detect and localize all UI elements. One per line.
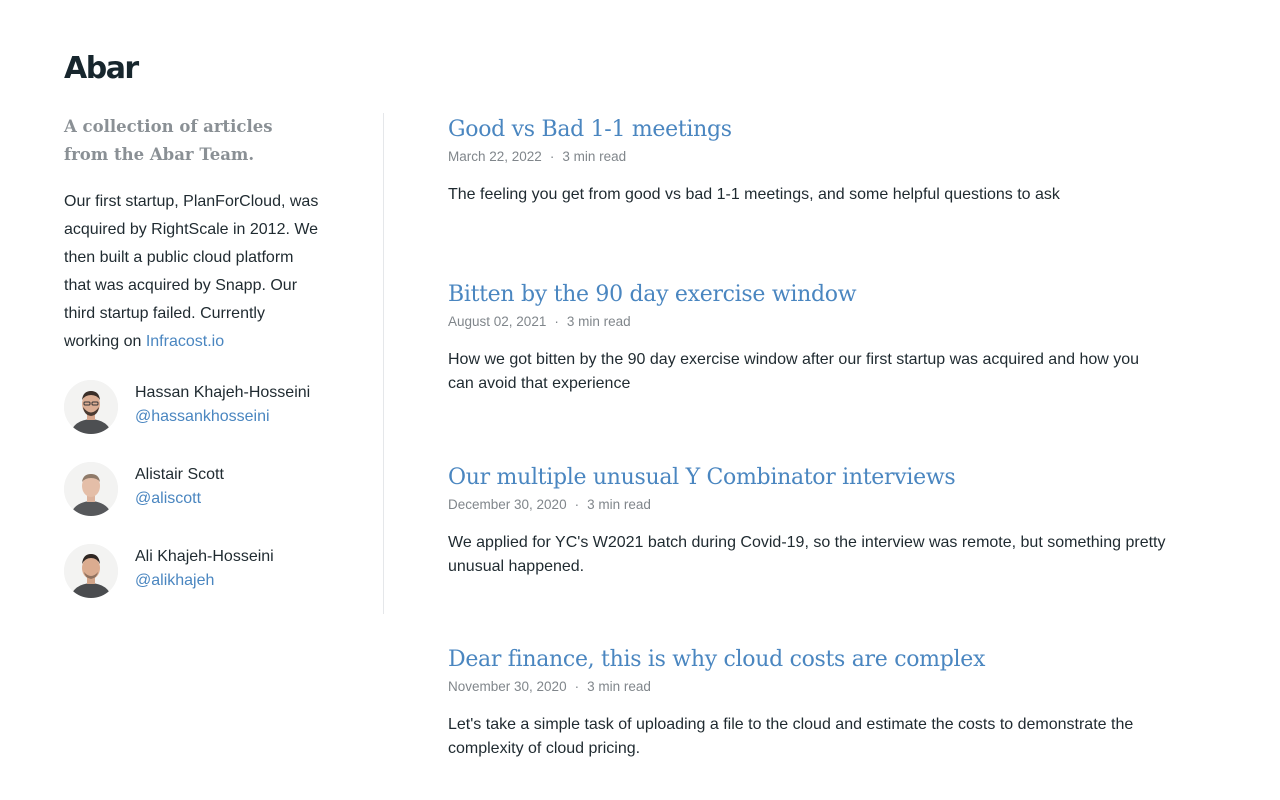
article-title-link[interactable]: Dear finance, this is why cloud costs are complex [448, 647, 986, 672]
article-meta [448, 312, 1168, 332]
article-meta [448, 147, 1168, 167]
article-excerpt: Let's take a simple task of uploading a file to the cloud and estimate the costs to demonstrate the complexity of cloud pricing. [448, 716, 1134, 757]
read-time: 3 min read [566, 314, 631, 329]
article-excerpt: The feeling you get from good vs bad 1-1 meetings, and some helpful questions to ask [448, 186, 1060, 203]
sidebar [64, 113, 320, 626]
author-name: Ali Khajeh-Hosseini [135, 548, 274, 565]
read-time: 3 min read [562, 149, 627, 164]
article-list [448, 112, 1168, 761]
author-name: Hassan Khajeh-Hosseini [135, 384, 311, 401]
meta-separator: · [554, 314, 559, 329]
avatar [64, 544, 118, 598]
author-twitter-link[interactable]: @alikhajeh [135, 572, 215, 589]
abar-logo[interactable]: Abar [64, 51, 138, 86]
article-date: November 30, 2020 [448, 679, 567, 694]
author-card [64, 462, 320, 544]
infracost-link[interactable]: Infracost.io [145, 333, 225, 350]
read-time: 3 min read [587, 679, 651, 694]
author-twitter-link[interactable]: @hassankhosseini [135, 408, 270, 425]
article-meta [448, 677, 1168, 697]
read-time: 3 min read [587, 497, 651, 512]
article-meta [448, 495, 1168, 515]
author-name: Alistair Scott [135, 466, 224, 483]
meta-separator: · [574, 679, 580, 694]
avatar [64, 462, 118, 516]
meta-separator: · [549, 149, 555, 164]
author-twitter-link[interactable]: @aliscott [135, 490, 202, 507]
article-item [448, 642, 1168, 761]
article-date: December 30, 2020 [448, 497, 567, 512]
intro-text [64, 188, 320, 356]
article-item [448, 460, 1168, 642]
authors-list [64, 380, 320, 626]
meta-separator: · [574, 497, 580, 512]
author-card [64, 380, 320, 462]
vertical-divider [383, 113, 384, 614]
article-date: March 22, 2022 [448, 149, 542, 164]
article-date: August 02, 2021 [448, 314, 547, 329]
article-item [448, 277, 1168, 460]
article-excerpt: How we got bitten by the 90 day exercise window after our first startup was acquired and how you can avoid that experience [448, 351, 1140, 392]
article-item [448, 112, 1168, 277]
author-card [64, 544, 320, 626]
tagline: A collection of articles from the Abar Team. [64, 117, 273, 164]
article-title-link[interactable]: Our multiple unusual Y Combinator interviews [448, 465, 956, 490]
article-excerpt: We applied for YC's W2021 batch during Covid-19, so the interview was remote, but something pretty unusual happened. [448, 534, 1166, 575]
article-title-link[interactable]: Bitten by the 90 day exercise window [448, 282, 857, 307]
intro-body: Our first startup, PlanForCloud, was acquired by RightScale in 2012. We then built a public cloud platform that was acquired by Snapp. Our third startup failed. Currently working on [64, 193, 319, 350]
article-title-link[interactable]: Good vs Bad 1-1 meetings [448, 117, 732, 142]
avatar [64, 380, 118, 434]
